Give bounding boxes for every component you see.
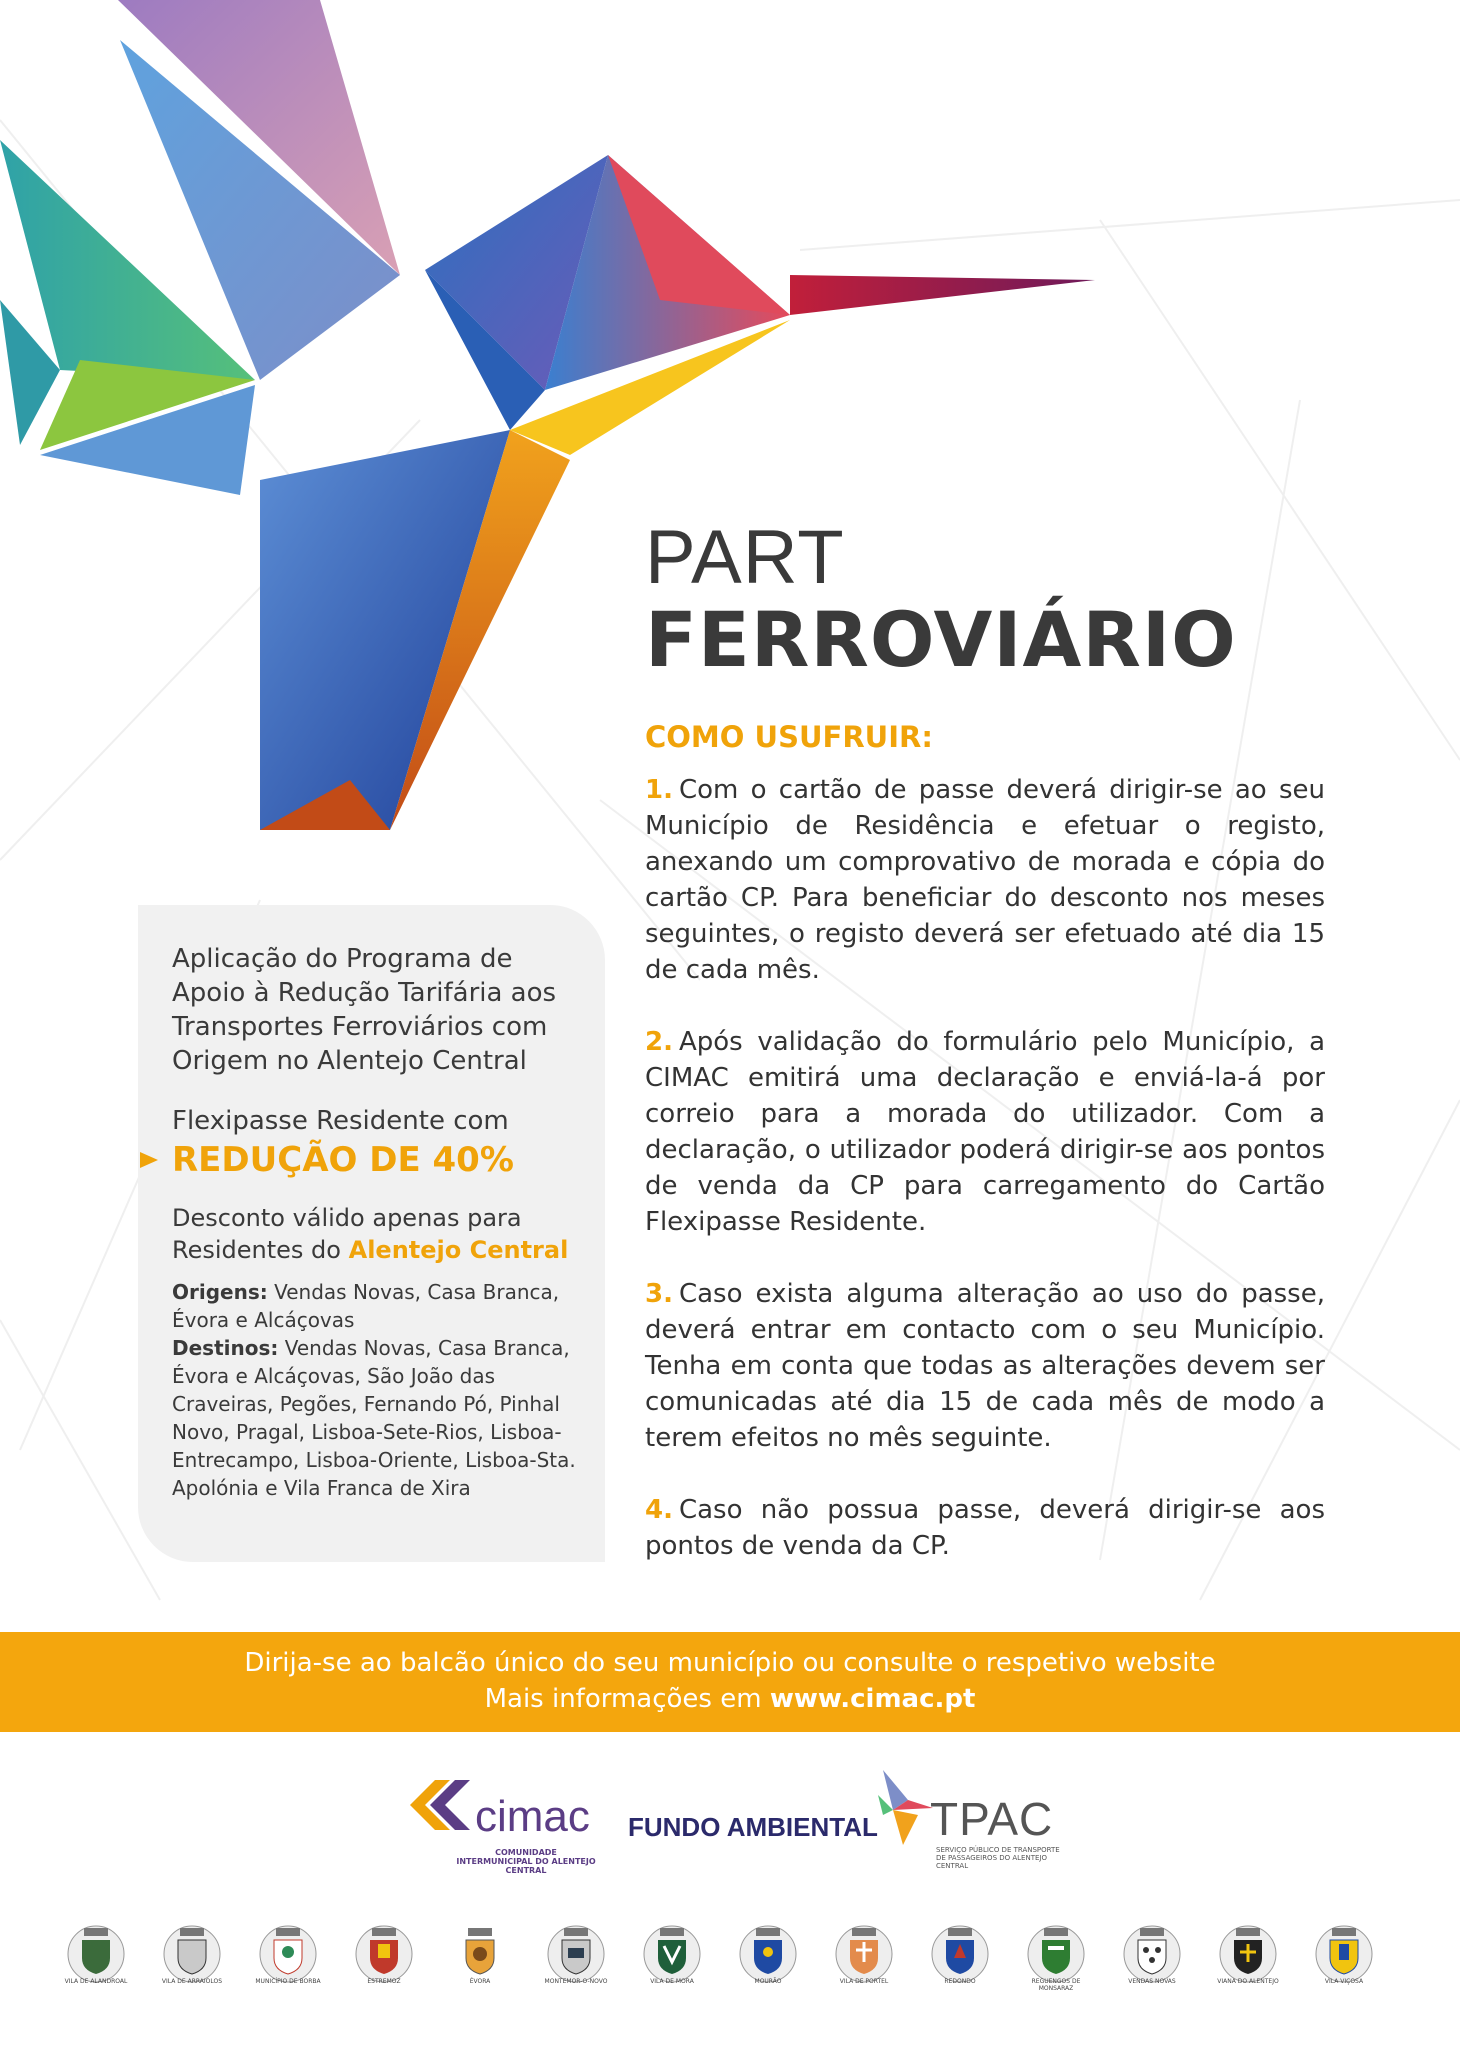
step-number: 1.: [645, 775, 673, 805]
step-text: Após validação do formulário pelo Município, a CIMAC emitirá uma declaração e enviá-la-á por correio para a morada do utilizador. Com a declaração, o utilizador poderá dirigir-se aos pontos de venda da CP para carregamento do Cartão Flexipasse Residente.: [645, 1027, 1325, 1237]
hummingbird-graphic: [0, 0, 1120, 840]
fundo-ambiental-logo: FUNDO AMBIENTAL: [628, 1812, 878, 1842]
crest-label: VIANA DO ALENTEJO: [1217, 1978, 1279, 1985]
crest-icon: [922, 1918, 998, 1994]
origins-label: Origens:: [172, 1280, 268, 1304]
logos-row: [0, 1770, 1460, 1875]
crest-icon: [826, 1918, 902, 1994]
crest-icon: [1210, 1918, 1286, 1994]
title-line-ferroviario: FERROVIÁRIO: [645, 595, 1237, 684]
origins-list: Vendas Novas, Casa Branca, Évora e Alcáçovas: [172, 1280, 560, 1332]
discount-text: Desconto válido apenas para Residentes do: [172, 1204, 522, 1264]
info-destinations: [172, 1334, 592, 1502]
cimac-wordmark: cimac: [475, 1792, 590, 1841]
how-to-heading: COMO USUFRUIR:: [645, 720, 933, 754]
crest-icon: [634, 1918, 710, 1994]
how-to-section: [645, 720, 1325, 1600]
crest-icon: [442, 1918, 518, 1994]
crest-label: REGUENGOS DE MONSARAZ: [1031, 1978, 1081, 1992]
crest-icon: [1114, 1918, 1190, 1994]
step-text: Caso exista alguma alteração ao uso do passe, deverá entrar em contacto com o seu Município. Tenha em conta que todas as alterações devem ser comunicadas até dia 15 de cada mês de modo a terem efeitos no mês seguinte.: [645, 1279, 1325, 1453]
crest-icon: [730, 1918, 806, 1994]
step-1: [645, 772, 1325, 988]
crest-label: VENDAS NOVAS: [1128, 1978, 1176, 1985]
info-box: [172, 942, 592, 1502]
tpac-subtitle: SERVIÇO PÚBLICO DE TRANSPORTE DE PASSAGEIROS DO ALENTEJO CENTRAL: [936, 1846, 1060, 1870]
cimac-mark-icon: [400, 1770, 480, 1840]
step-2: [645, 1024, 1325, 1240]
cimac-logo: [400, 1770, 596, 1875]
step-text: Caso não possua passe, deverá dirigir-se aos pontos de venda da CP.: [645, 1495, 1325, 1561]
arrow-right-icon: [140, 1152, 158, 1168]
page-title: [645, 515, 1237, 684]
step-3: [645, 1276, 1325, 1456]
municipality-crests: [50, 1918, 1410, 1998]
crest-icon: [58, 1918, 134, 1994]
banner-prefix: Mais informações em: [484, 1684, 762, 1714]
info-reduction: [172, 1138, 592, 1182]
banner-line-2: [0, 1681, 1460, 1717]
crest-label: MOURÃO: [754, 1978, 782, 1985]
cimac-subtitle: COMUNIDADE INTERMUNICIPAL DO ALENTEJO CENTRAL: [456, 1848, 596, 1875]
crest-label: VILA DE MORA: [650, 1978, 694, 1985]
crest-icon: [250, 1918, 326, 1994]
info-flexipasse: Flexipasse Residente com: [172, 1106, 509, 1136]
crest-label: ESTREMOZ: [367, 1978, 401, 1985]
info-intro: Aplicação do Programa de Apoio à Redução Tarifária aos Transportes Ferroviários com Origem no Alentejo Central: [172, 944, 557, 1076]
destinations-label: Destinos:: [172, 1336, 279, 1360]
crest-label: REDONDO: [944, 1978, 976, 1985]
crest-label: MONTEMOR-O-NOVO: [544, 1978, 608, 1985]
crest-icon: [154, 1918, 230, 1994]
crest-label: VILA DE PORTEL: [839, 1978, 889, 1985]
tpac-wordmark: TPAC: [930, 1793, 1054, 1845]
step-number: 3.: [645, 1279, 673, 1309]
crest-icon: [346, 1918, 422, 1994]
crest-label: VILA DE ARRAIOLOS: [161, 1978, 223, 1985]
crest-label: ÉVORA: [469, 1978, 491, 1985]
step-text: Com o cartão de passe deverá dirigir-se ao seu Município de Residência e efetuar o registo, anexando um comprovativo de morada e cópia do cartão CP. Para beneficiar do desconto nos meses seguintes, o registo deverá ser efetuado até dia 15 de cada mês.: [645, 775, 1325, 985]
website-link[interactable]: www.cimac.pt: [769, 1684, 976, 1714]
step-number: 4.: [645, 1495, 673, 1525]
crest-icon: [1018, 1918, 1094, 1994]
hummingbird-icon: [878, 1770, 938, 1850]
step-4: [645, 1492, 1325, 1564]
destinations-list: Vendas Novas, Casa Branca, Évora e Alcáçovas, São João das Craveiras, Pegões, Fernando Pó, Pinhal Novo, Pragal, Lisboa-Sete-Rios, Lisboa-Entrecampo, Lisboa-Oriente, Lisboa-Sta. Apolónia e Vila Franca de Xira: [172, 1336, 576, 1500]
title-line-part: PART: [645, 515, 845, 600]
reduction-text: REDUÇÃO DE 40%: [172, 1140, 514, 1180]
discount-region: Alentejo Central: [348, 1236, 569, 1264]
info-banner: [0, 1632, 1460, 1732]
crest-label: VILA VIÇOSA: [1324, 1978, 1364, 1985]
banner-line-1: Dirija-se ao balcão único do seu município ou consulte o respetivo website: [244, 1648, 1216, 1678]
info-discount: [172, 1202, 592, 1266]
crest-icon: [538, 1918, 614, 1994]
info-origins: [172, 1278, 592, 1334]
tpac-logo: [878, 1770, 1060, 1870]
crest-label: VILA DE ALANDROAL: [64, 1978, 128, 1985]
crest-icon: [1306, 1918, 1382, 1994]
step-number: 2.: [645, 1027, 673, 1057]
crest-label: MUNICÍPIO DE BORBA: [255, 1978, 321, 1985]
